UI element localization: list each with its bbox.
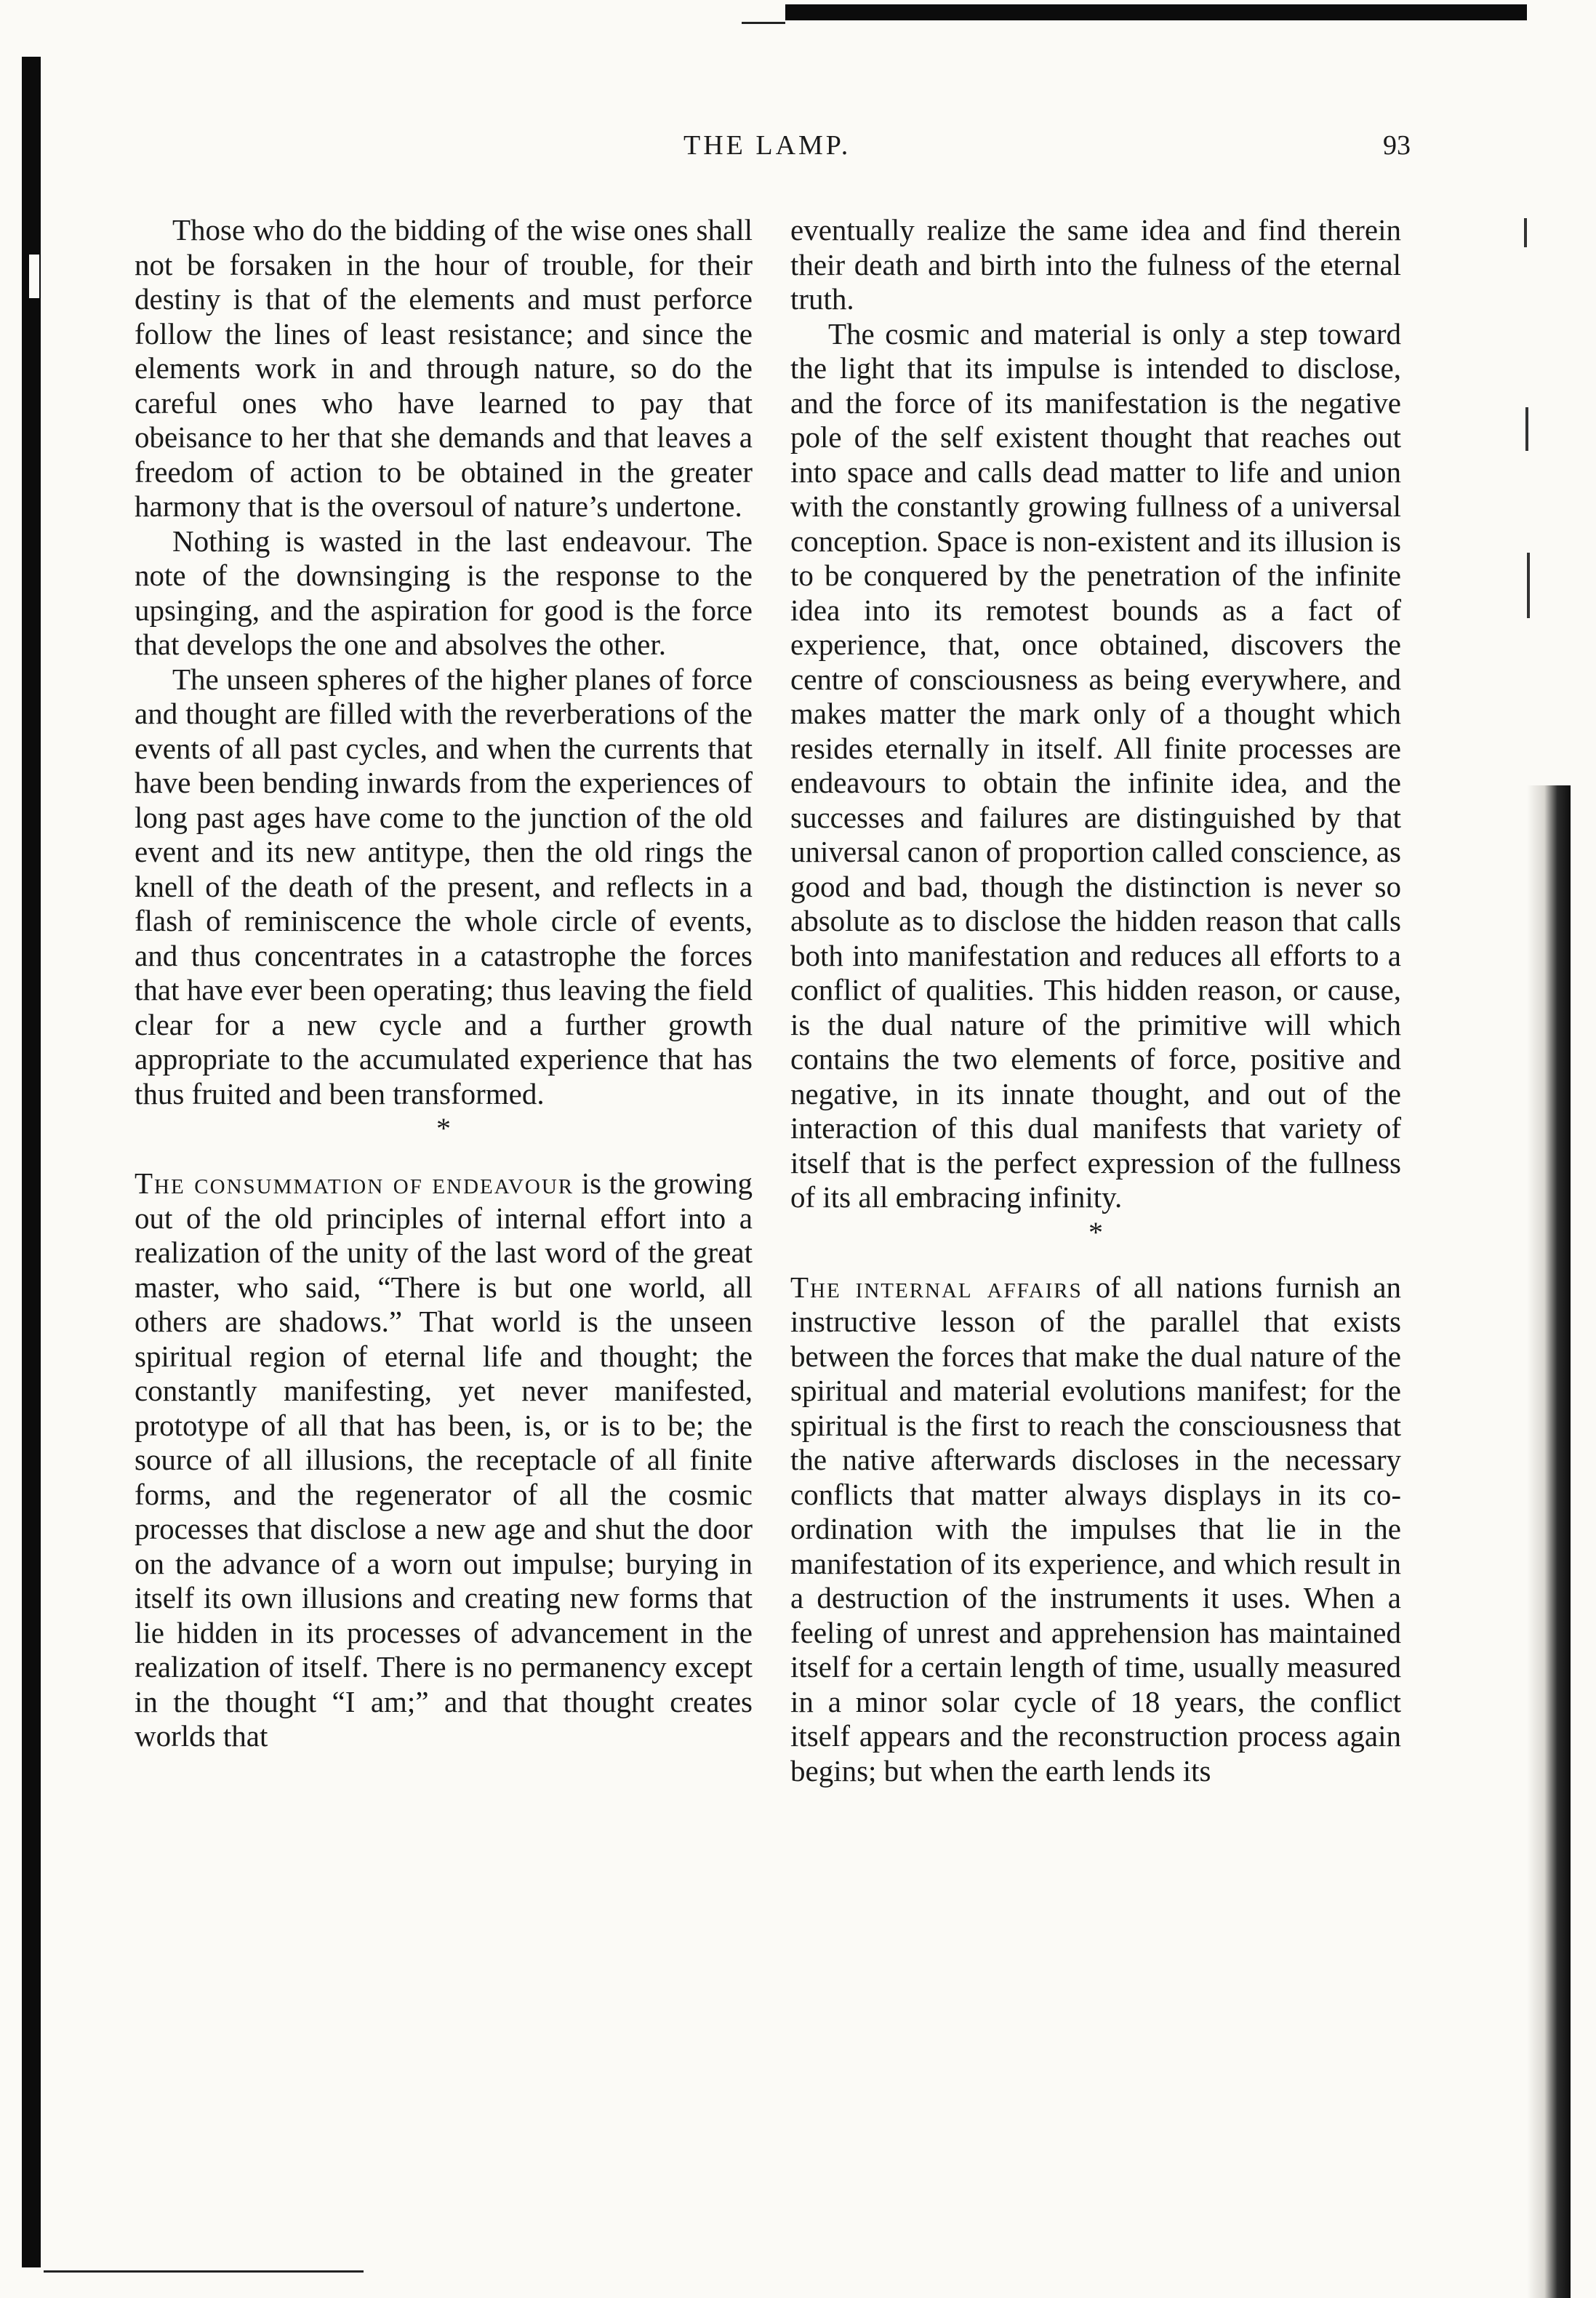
paragraph: The cosmic and material is only a step toward the light that its impulse is intended to disclose, and the force of its manifestation is the negative pole of the self existent thought that reaches out into space and calls dead matter to life and union with the constantly growing fullness of a universal conception. Space is non-existent and its illusion is to be conquered by the penetration of the infinite idea into its remotest bounds as a fact of experience, that, once obtained, discovers the centre of consciousness as being everywhere, and makes matter the mark only of a thought which resides eternally in itself. All finite processes are endeavours to obtain the infinite idea, and the successes and failures are distinguished by that universal canon of proportion called conscience, as good and bad, though the distinction is never so absolute as to disclose the hidden reason that calls both into manifestation and reduces all efforts to a conflict of qualities. This hidden reason, or cause, is the dual nature of the primitive will which contains the two elements of force, positive and negative, in its innate thought, and out of the interaction of this dual manifests that variety of itself that is the perfect expression of the fullness of its all embracing infinity.	[790, 316, 1401, 1214]
paragraph-body: is the growing out of the old principles of internal effort into a realization of the unity of the last word of the great master, who said, “There is but one world, all others are shadows.” That world is the unseen spiritual region of eternal life and thought; the constantly manifesting, yet never manifested, prototype of all that has been, is, or is to be; the source of all illusions, the receptacle of all finite forms, and the regenerator of all the cosmic processes that disclose a new age and shut the door on the advance of a worn out impulse; burying in itself its own illusions and creating new forms that lie hidden in its processes of advancement in the realization of itself. There is no permanency except in the thought “I am;” and that thought creates worlds that	[135, 1166, 753, 1753]
scan-speck	[1527, 553, 1530, 618]
paragraph: eventually realize the same idea and find therein their death and birth into the fulness of the eternal truth.	[790, 213, 1401, 316]
section-ornament: *	[1088, 1215, 1103, 1249]
scan-edge-left	[22, 57, 41, 2267]
text-column-right	[790, 213, 1401, 1788]
scan-edge-bottom	[44, 2270, 364, 2273]
paragraph: The unseen spheres of the higher planes of force and thought are filled with the reverberations of the events of all past cycles, and when the currents that have been bending inwards from the experiences of long past ages have come to the junction of the old event and its new antitype, then the old rings the knell of the death of the present, and reflects in a flash of reminiscence the whole circle of events, and thus concentrates in a catastrophe the forces that have ever been operating; thus leaving the field clear for a new cycle and a further growth appropriate to the accumulated experience that has thus fruited and been transformed.	[135, 662, 753, 1110]
scan-edge-top-thin	[742, 22, 785, 24]
run-in-heading: The consummation of endeavour	[135, 1166, 574, 1200]
scan-edge-right	[1527, 785, 1571, 2298]
scan-edge-notch	[29, 255, 39, 298]
scan-edge-top	[785, 4, 1527, 20]
running-head: THE LAMP.	[683, 130, 851, 161]
paragraph	[135, 1166, 753, 1754]
section-ornament: *	[436, 1112, 451, 1145]
page-header	[131, 129, 1411, 180]
paragraph: Nothing is wasted in the last endeavour. The note of the downsinging is the response to the upsinging, and the aspiration for good is the force that develops the one and absolves the other.	[135, 524, 753, 661]
page-number: 93	[1383, 130, 1411, 161]
scan-speck	[1524, 218, 1527, 247]
text-column-left	[135, 213, 753, 1754]
paragraph-body: of all nations furnish an instructive lesson of the parallel that exists between the forces that make the dual nature of the spiritual and material evolutions manifest; for the spiritual is the first to reach the consciousness that the native afterwards discloses in the necessary conflicts that matter always displays in its co-ordination with the impulses that lie in the manifestation of its experience, and which result in a destruction of the instruments it uses. When a feeling of unrest and apprehension has maintained itself for a certain length of time, usually measured in a minor solar cycle of 18 years, the conflict itself appears and the reconstruction process again begins; but when the earth lends its	[790, 1270, 1401, 1787]
scan-speck	[1525, 407, 1528, 451]
paragraph	[790, 1270, 1401, 1789]
paragraph: Those who do the bidding of the wise ones shall not be forsaken in the hour of trouble, for their destiny is that of the elements and must perforce follow the lines of least resistance; and since the elements work in and through nature, so do the careful ones who have learned to pay that obeisance to her that she demands and that leaves a freedom of action to be obtained in the greater harmony that is the oversoul of nature’s undertone.	[135, 213, 753, 523]
run-in-heading: The internal affairs	[790, 1270, 1083, 1304]
